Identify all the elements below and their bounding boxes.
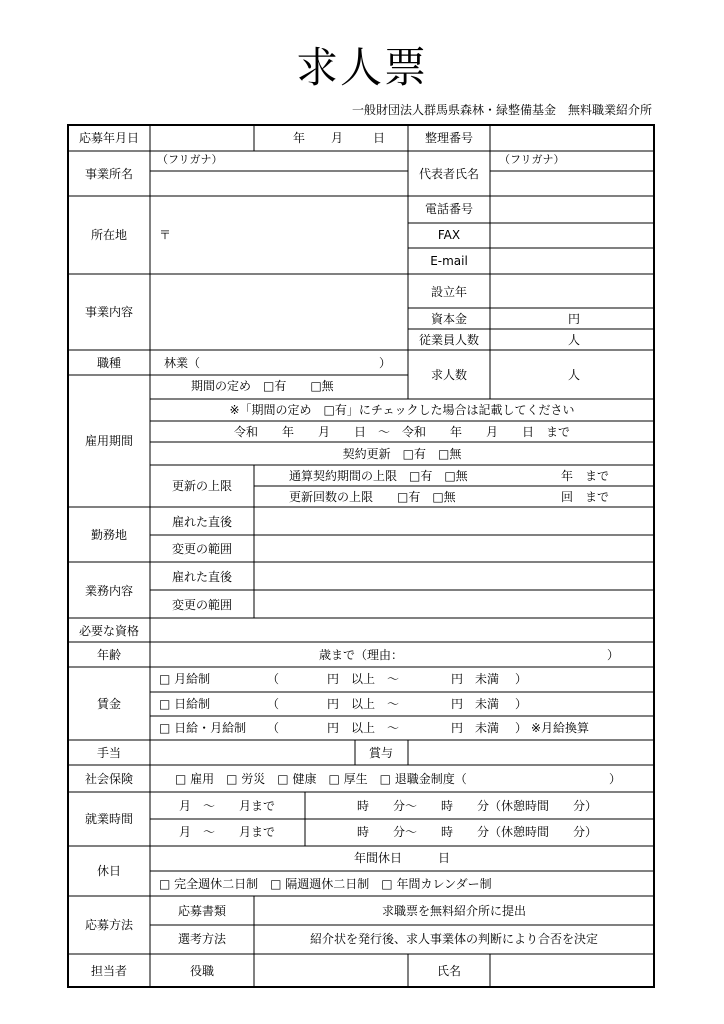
day-label: 日 [372, 131, 386, 145]
founded-label: 設立年 [430, 285, 468, 299]
fax-label: FAX [437, 228, 461, 242]
staff-position-label: 役職 [189, 964, 215, 978]
wage-under-3: 円 未満 [451, 721, 500, 735]
wage-paren-3: （ [267, 721, 280, 735]
capital-unit: 円 [567, 312, 581, 326]
wage-label: 賃金 [96, 697, 122, 711]
job-type-suffix: ） [379, 356, 392, 370]
month-range-1: 月 ～ 月まで [178, 799, 276, 813]
social-insurance-close: ） [609, 772, 622, 786]
wage-over-1: 円 以上 ～ [327, 672, 400, 686]
limit-count-unit: 回 まで [561, 490, 610, 504]
application-method-label: 応募方法 [84, 918, 134, 932]
limit-period-unit: 年 まで [561, 469, 610, 483]
holidays-label: 休日 [96, 864, 122, 878]
job-type-prefix: 林業（ [164, 356, 201, 370]
renewal-limit-label: 更新の上限 [171, 479, 233, 493]
fixed-term-note: ※「期間の定め □有」にチェックした場合は記載してください [229, 403, 575, 417]
period-date-range: 令和 年 月 日 ～ 令和 年 月 日 まで [233, 425, 571, 439]
year-label: 年 [292, 131, 306, 145]
address-label: 所在地 [90, 228, 128, 242]
reference-number-label: 整理番号 [424, 131, 474, 145]
selection-method-value: 紹介状を発行後、求人事業体の判断により合否を決定 [309, 932, 599, 946]
openings-label: 求人数 [430, 368, 468, 382]
limit-count-options: 更新回数の上限 □有 □無 [289, 490, 456, 504]
wage-daily-option: □ 日給制 [159, 697, 211, 711]
wage-close-3: ） [515, 721, 528, 735]
employment-period-label: 雇用期間 [84, 434, 134, 448]
wage-close-1: ） [515, 672, 528, 686]
bonus-label: 賞与 [368, 746, 394, 760]
postal-mark: 〒 [159, 228, 172, 242]
application-docs-label: 応募書類 [177, 904, 227, 918]
working-hours-label: 就業時間 [84, 812, 134, 826]
wage-over-2: 円 以上 ～ [327, 697, 400, 711]
staff-name-label: 氏名 [436, 964, 462, 978]
month-range-2: 月 ～ 月まで [178, 825, 276, 839]
time-range-2: 時 分～ 時 分（休憩時間 分） [357, 825, 598, 839]
age-reason-text: 歳まで（理由： [319, 648, 404, 662]
business-content-label: 事業内容 [84, 305, 134, 319]
allowance-label: 手当 [96, 746, 122, 760]
social-insurance-label: 社会保険 [84, 772, 134, 786]
business-name-label: 事業所名 [84, 167, 134, 181]
limit-period-options: 通算契約期間の上限 □有 □無 [289, 469, 468, 483]
wage-monthly-option: □ 月給制 [159, 672, 211, 686]
wage-paren-2: （ [267, 697, 280, 711]
renewal-options: 契約更新 □有 □無 [342, 447, 462, 461]
application-date-label: 応募年月日 [78, 131, 140, 145]
job-type-label: 職種 [96, 356, 122, 370]
annual-holidays: 年間休日 日 [353, 851, 451, 865]
wage-paren-1: （ [267, 672, 280, 686]
duties-immediate-label: 雇れた直後 [171, 570, 233, 584]
employees-unit: 人 [567, 333, 581, 347]
age-label: 年齢 [96, 648, 122, 662]
holiday-options: □ 完全週休二日制 □ 隔週週休二日制 □ 年間カレンダー制 [159, 877, 492, 891]
organization-name: 一般財団法人群馬県森林・緑整備基金 無料職業紹介所 [351, 103, 652, 117]
employees-label: 従業員人数 [418, 333, 480, 347]
workplace-change-label: 変更の範囲 [171, 542, 233, 556]
wage-monthly-conversion-note: ※月給換算 [531, 721, 590, 735]
age-reason-close: ） [607, 648, 620, 662]
social-insurance-options: □ 雇用 □ 労災 □ 健康 □ 厚生 □ 退職金制度（ [175, 772, 467, 786]
wage-under-1: 円 未満 [451, 672, 500, 686]
duties-label: 業務内容 [84, 584, 134, 598]
selection-method-label: 選考方法 [177, 932, 227, 946]
wage-close-2: ） [515, 697, 528, 711]
fixed-term-options: 期間の定め □有 □無 [191, 379, 334, 393]
workplace-immediate-label: 雇れた直後 [171, 515, 233, 529]
staff-label: 担当者 [90, 964, 128, 978]
workplace-label: 勤務地 [90, 528, 128, 542]
month-label: 月 [330, 131, 344, 145]
time-range-1: 時 分～ 時 分（休憩時間 分） [357, 799, 598, 813]
representative-furigana: （フリガナ） [499, 153, 565, 166]
page-title: 求人票 [295, 43, 428, 92]
qualifications-label: 必要な資格 [78, 624, 140, 638]
business-furigana: （フリガナ） [157, 153, 223, 166]
representative-label: 代表者氏名 [418, 167, 480, 181]
wage-daily-monthly-option: □ 日給・月給制 [159, 721, 247, 735]
duties-change-label: 変更の範囲 [171, 598, 233, 612]
openings-unit: 人 [567, 368, 581, 382]
application-docs-value: 求職票を無料紹介所に提出 [381, 904, 527, 918]
phone-label: 電話番号 [424, 202, 474, 216]
capital-label: 資本金 [430, 312, 468, 326]
wage-under-2: 円 未満 [451, 697, 500, 711]
email-label: E-mail [430, 254, 468, 268]
wage-over-3: 円 以上 ～ [327, 721, 400, 735]
